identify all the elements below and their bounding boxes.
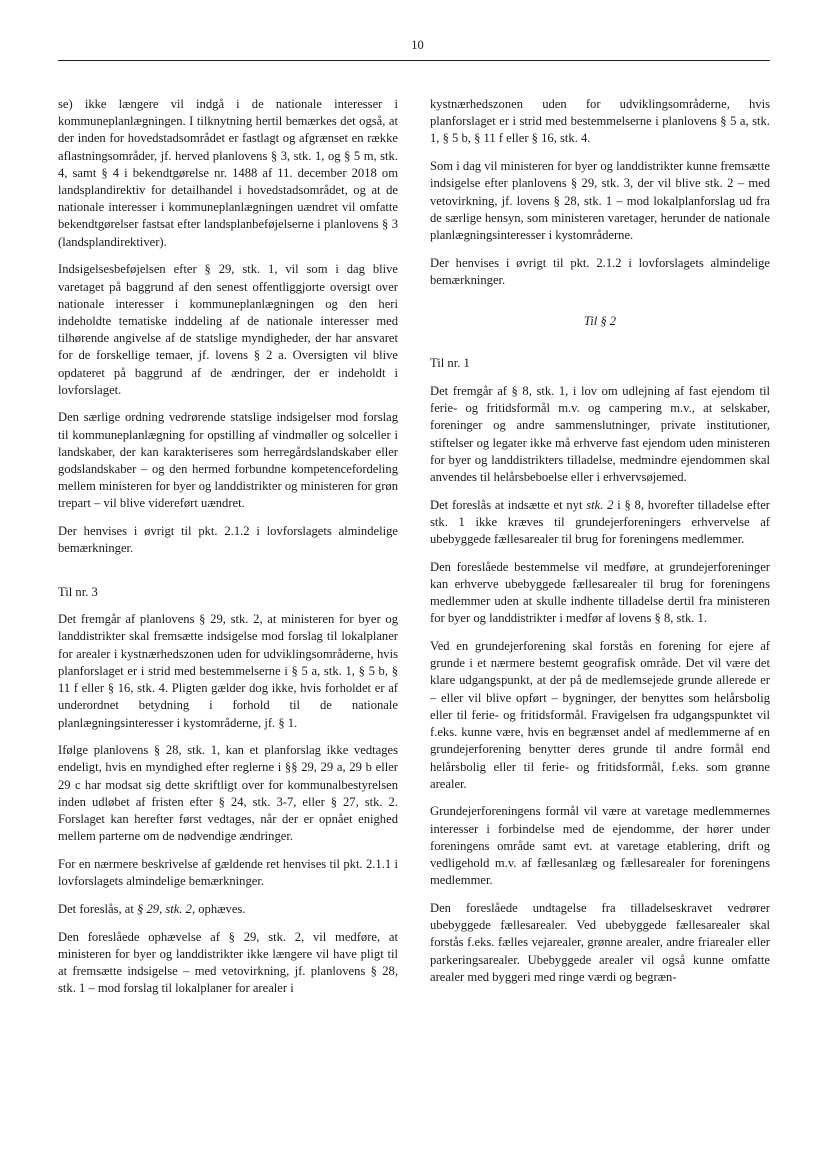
page-number: 10 bbox=[411, 38, 424, 52]
right-column bbox=[430, 96, 770, 996]
paragraph: Den særlige ordning vedrørende statslige indsigelser mod forslag til kommuneplanlægning for opstilling af vindmøller og solceller i landskaber, der kan karakteriseres som herregårdslandskaber eller godslandskaber – og den hermed forbundne kompetencefordeling mellem ministeren for byer og landdistrikter og ministeren for grøn trepart – vil blive videreført uændret. bbox=[58, 410, 398, 511]
emphasis: § 29, stk. 2, bbox=[137, 901, 196, 916]
emphasis: stk. 2 bbox=[586, 497, 614, 512]
subheading-til-nr-1: Til nr. 1 bbox=[430, 356, 470, 371]
paragraph: Der henvises i øvrigt til pkt. 2.1.2 i lovforslagets almindelige bemærkninger. bbox=[58, 524, 398, 556]
paragraph: Den foreslåede undtagelse fra tilladelseskravet vedrører ubebyggede fællesarealer. Ved ubebyggede fællesarealer skal forstås f.eks. fælles vejarealer, grønne arealer, andre friarealer eller parkeringsarealer. Ubebyggede arealer vil også kunne omfatte arealer med byggeri med ringe værdi og begræn- bbox=[430, 900, 770, 984]
paragraph: Det fremgår af planlovens § 29, stk. 2, at ministeren for byer og landdistrikter skal fremsætte indsigelse mod forslag til lokalplaner for arealer i kystnærhedszonen uden for udviklingsområderne, hvis planforslaget er i strid med bestemmelserne i § 5 a, stk. 1, § 5 b, § 11 f eller § 16, stk. 4. Pligten gælder dog ikke, hvis forholdet er af underordnet betydning i forhold til de nationale planlægningsinteresser i kystområderne, jf. § 1. bbox=[58, 612, 398, 730]
subheading-til-nr-3: Til nr. 3 bbox=[58, 584, 98, 599]
paragraph bbox=[58, 901, 398, 918]
paragraph: For en nærmere beskrivelse af gældende ret henvises til pkt. 2.1.1 i lovforslagets almindelige bemærkninger. bbox=[58, 856, 398, 889]
paragraph: Indsigelsesbeføjelsen efter § 29, stk. 1, vil som i dag blive varetaget på baggrund af den senest offentliggjorte oversigt over nationale interesser i kommuneplanlægningen og den heri indeholdte tematiske inddeling af de nationale interesser med tilhørende angivelse af de statslige myndigheder, der har ansvaret for de forskellige temaer, jf. lovens § 2 a. Oversigten vil blive opdateret på baggrund af de ændringer, der er indeholdt i lovforslaget. bbox=[58, 262, 398, 397]
text-run: i § 8, hvorefter tilladelse efter stk. 1 ikke kræves til grundejerforeningers erhvervelse af ubebyggede fællesarealer til brug for foreningens medlemmer. bbox=[430, 497, 770, 547]
paragraph: se) ikke længere vil indgå i de nationale interesser i kommuneplanlægningen. I tilknytning hertil bemærkes det også, at der inden for hovedstadsområdet er fastlagt og afgrænset en række aflastningsområder, jf. herved planlovens § 3, stk. 1, og § 5 m, stk. 4, samt § 4 i bekendtgørelse nr. 1488 af 11. december 2018 om landsplandirektiv for detailhandel i hovedstadsområdet, og at de nationale interesser i kommuneplanlægningen uændret vil omfatte bekendtgørelser fastsat efter landsplanbeføjelserne i planlovens § 3 (landsplandirektiver). bbox=[58, 97, 398, 249]
paragraph: Ifølge planlovens § 28, stk. 1, kan et planforslag ikke vedtages endeligt, hvis en myndighed efter reglerne i §§ 29, 29 a, 29 b eller 29 c har modsat sig dette skriftligt over for kommunalbestyrelsen inden udløbet af fristen efter § 24, stk. 3-7, eller § 27, stk. 2. Forslaget kan herefter først vedtages, når der er opnået enighed mellem parterne om de nødvendige ændringer. bbox=[58, 743, 398, 844]
text-run: Det foreslås at indsætte et nyt bbox=[430, 497, 587, 512]
paragraph: Det fremgår af § 8, stk. 1, i lov om udlejning af fast ejendom til ferie- og fritidsformål m.v. og campering m.v., at selskaber, foreninger og andre sammenslutninger, private institutioner, stiftelser og legater ikke må erhverve fast ejendom uden ministeren for byer og landdistrikters tilladelse, medmindre ejendommen skal anvendes til helårsbeboelse eller i erhvervsøjemed. bbox=[430, 383, 770, 484]
paragraph: Grundejerforeningens formål vil være at varetage medlemmernes interesser i forbindelse med de ejendomme, der hører under foreningens område samt evt. at varetage etablering, drift og vedligehold m.v. af fællesanlæg og fællesarealer for foreningens medlemmer. bbox=[430, 804, 770, 888]
header-rule bbox=[58, 60, 770, 61]
text-run: Det foreslås, at bbox=[58, 901, 138, 916]
paragraph bbox=[430, 497, 770, 549]
text-run: ophæves. bbox=[195, 901, 246, 916]
paragraph: kystnærhedszonen uden for udviklingsområderne, hvis planforslaget er i strid med bestemmelserne i planlovens § 5 a, stk. 1, § 5 b, § 11 f eller § 16, stk. 4. bbox=[430, 97, 770, 146]
paragraph: Som i dag vil ministeren for byer og landdistrikter kunne fremsætte indsigelse efter planlovens § 29, stk. 3, der vil blive stk. 2 – med vetovirkning, jf. lovens § 28, stk. 1 – mod lokalplanforslag ud fra de særlige hensyn, som ministeren varetager, herunder de nationale planlægningsinteresser i kystområderne. bbox=[430, 159, 770, 242]
section-heading-til-paragraf-2: Til § 2 bbox=[583, 314, 617, 329]
paragraph: Den foreslåede bestemmelse vil medføre, at grundejerforeninger kan erhverve ubebyggede fællesarealer til brug for foreningens medlemmer uden at skulle indhente tilladelse dertil fra ministeren for byer og landdistrikter i medfør af lovens § 8, stk. 1. bbox=[430, 559, 770, 626]
paragraph: Den foreslåede ophævelse af § 29, stk. 2, vil medføre, at ministeren for byer og landdistrikter ikke længere vil have pligt til at fremsætte indsigelse – med vetovirkning, jf. planlovens § 28, stk. 1 – mod forslag til lokalplaner for arealer i bbox=[58, 929, 398, 996]
paragraph: Ved en grundejerforening skal forstås en forening for ejere af grunde i et nærmere bestemt geografisk område. Det vil være det klare udgangspunkt, at der på de medlemsejede grunde allerede er – eller vil blive opført – bygninger, der benyttes som helårsbolig eller til ferie- og fritidsformål. Fravigelsen fra udgangspunktet vil f.eks. kunne være, hvis en begrænset andel af medlemmerne af en grundejerforening benytter deres grunde til andre formål end helårsbolig eller til ferie- og fritidsformål, f.eks. som grønne arealer. bbox=[430, 639, 770, 791]
left-column bbox=[58, 96, 398, 1008]
paragraph: Der henvises i øvrigt til pkt. 2.1.2 i lovforslagets almindelige bemærkninger. bbox=[430, 255, 770, 287]
